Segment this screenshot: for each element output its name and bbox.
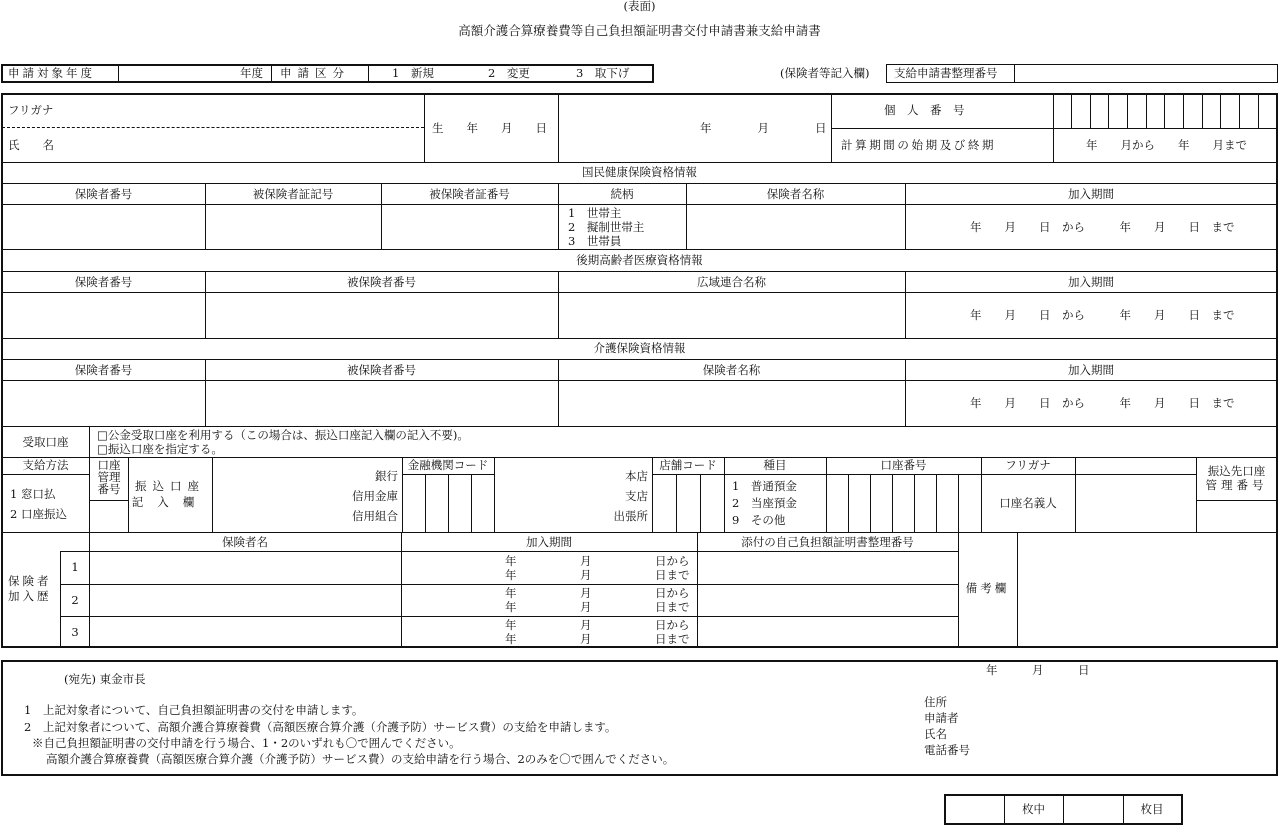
applicant-phone-label: 電話番号 — [924, 743, 970, 757]
insurer-note: (保険者等記入欄) — [780, 66, 870, 80]
payment-method-transfer[interactable]: 2 口座振込 — [10, 507, 67, 521]
kaigo-col-insurer-name: 保険者名称 — [702, 363, 761, 377]
kanri-label-3: 番号 — [97, 482, 121, 496]
history-year: 年 — [505, 586, 517, 600]
history-year: 年 — [505, 632, 517, 646]
application-date[interactable]: 年 月 日 — [986, 663, 1090, 677]
category-option-change[interactable]: 2 変更 — [488, 66, 530, 80]
koki-col-insured-no: 被保険者番号 — [347, 275, 416, 289]
kanri-label-1: 口座 — [97, 458, 121, 472]
total-pages-label: 枚中 — [1022, 802, 1045, 816]
account-kind-1[interactable]: 1 普通預金 — [732, 479, 797, 493]
page-number-label: 枚目 — [1140, 802, 1164, 816]
kokuho-card-no-input[interactable] — [383, 206, 556, 247]
remarks-input[interactable] — [1019, 535, 1276, 645]
total-pages-input[interactable] — [946, 796, 1003, 823]
furigana-input[interactable] — [80, 96, 420, 124]
relation-option-1[interactable]: 1 世帯主 — [568, 206, 622, 220]
transfer-account-option[interactable]: □振込口座を指定する。 — [97, 442, 223, 456]
relation-option-3[interactable]: 3 世帯員 — [568, 234, 622, 248]
page-number-input[interactable] — [1065, 796, 1122, 823]
history-cert-input[interactable] — [699, 618, 956, 645]
koki-col-insurer-no: 保険者番号 — [74, 275, 133, 289]
kaigo-title: 介護保険資格情報 — [593, 341, 686, 355]
account-furigana-input[interactable] — [1077, 459, 1195, 473]
payment-method-window[interactable]: 1 窓口払 — [10, 487, 56, 501]
history-cert-input[interactable] — [699, 553, 956, 582]
furikomi-label-1: 振込口座 — [135, 479, 205, 493]
kaigo-col-insurer-no: 保険者番号 — [74, 363, 133, 377]
account-holder-input[interactable] — [1077, 476, 1195, 531]
koki-period-value[interactable]: 年 月 日 から 年 月 日 まで — [970, 308, 1235, 322]
kokuho-title: 国民健康保険資格情報 — [582, 165, 697, 179]
target-year-label: 申請対象年度 — [8, 66, 95, 80]
koki-col-union-name: 広域連合名称 — [697, 275, 766, 289]
kokuho-insurer-no-input[interactable] — [3, 206, 203, 247]
bank-code-input[interactable] — [403, 476, 493, 531]
account-furigana-label: フリガナ — [1005, 458, 1051, 472]
history-from: 日から — [655, 618, 690, 632]
account-holder-label: 口座名義人 — [999, 496, 1057, 510]
history-insurer-name-input[interactable] — [91, 586, 399, 614]
history-row-number: 2 — [71, 593, 79, 607]
nendo-label: 年度 — [240, 66, 263, 80]
bank-type-2[interactable]: 信用金庫 — [352, 489, 398, 503]
koki-title: 後期高齢者医療資格情報 — [576, 253, 703, 267]
account-kind-2[interactable]: 2 当座預金 — [732, 496, 797, 510]
kokuho-col-period: 加入期間 — [1068, 187, 1114, 201]
koki-insured-no-input[interactable] — [207, 294, 556, 336]
branch-name-input[interactable] — [496, 460, 560, 530]
history-year: 年 — [505, 600, 517, 614]
history-to: 日まで — [655, 632, 690, 646]
kokuho-period-value[interactable]: 年 月 日 から 年 月 日 まで — [970, 220, 1235, 234]
kaigo-col-insured-no: 被保険者番号 — [347, 363, 416, 377]
branch-type-2[interactable]: 支店 — [625, 489, 648, 503]
history-row-number: 1 — [71, 560, 79, 574]
my-number-input[interactable] — [1054, 95, 1276, 127]
history-cert-input[interactable] — [699, 586, 956, 614]
form-side-label: (表面) — [623, 0, 656, 13]
history-insurer-name-input[interactable] — [91, 553, 399, 582]
applicant-address-label: 住所 — [924, 695, 947, 709]
history-to: 日まで — [655, 600, 690, 614]
kokuho-col-insurer-name: 保険者名称 — [766, 187, 825, 201]
my-number-label: 個 人 番 号 — [884, 103, 965, 117]
bank-name-input[interactable] — [214, 460, 299, 530]
account-number-input[interactable] — [827, 476, 980, 531]
koki-insurer-no-input[interactable] — [3, 294, 203, 336]
bank-code-label: 金融機関コード — [407, 458, 489, 472]
dob-value[interactable]: 年 月 日 — [700, 121, 827, 135]
applicant-info-input[interactable] — [980, 693, 1270, 759]
kokuho-col-insurer-no: 保険者番号 — [74, 187, 133, 201]
applicant-label: 申請者 — [924, 711, 959, 725]
addressee: (宛先) 東金市長 — [64, 672, 146, 686]
furigana-label: フリガナ — [8, 103, 54, 117]
kokuho-col-card-no: 被保険者証番号 — [429, 187, 510, 201]
payment-method-label: 支給方法 — [22, 458, 69, 472]
account-kind-label: 種目 — [763, 458, 787, 472]
history-month: 月 — [580, 586, 592, 600]
name-label: 氏 名 — [8, 138, 54, 152]
kaigo-insurer-no-input[interactable] — [3, 382, 203, 424]
history-col-cert-number: 添付の自己負担額証明書整理番号 — [741, 535, 914, 549]
public-account-option[interactable]: □公金受取口座を利用する（この場合は、振込口座記入欄の記入不要)。 — [97, 428, 469, 442]
history-col-insurer-name: 保険者名 — [222, 535, 268, 549]
dob-label: 生 年 月 日 — [432, 121, 547, 135]
furikomi-label-2: 記入欄 — [131, 495, 209, 509]
category-label: 申請区分 — [280, 66, 350, 80]
history-year: 年 — [505, 618, 517, 632]
period-value[interactable]: 年 月から 年 月まで — [1086, 138, 1247, 152]
remarks-label: 備考欄 — [965, 581, 1010, 595]
history-month: 月 — [580, 554, 592, 568]
kokuho-col-card-symbol: 被保険者証記号 — [252, 187, 334, 201]
statement-note-1: ※自己負担額証明書の交付申請を行う場合、1・2のいずれも〇で囲んでください。 — [32, 736, 461, 750]
kokuho-card-symbol-input[interactable] — [207, 206, 379, 247]
receive-account-label: 受取口座 — [22, 435, 69, 449]
kaigo-insured-no-input[interactable] — [207, 382, 556, 424]
history-year: 年 — [505, 568, 517, 582]
statement-line-2[interactable]: 2 上記対象者について、高額介護合算療養費（高額医療合算介護（介護予防）サービス費）の支給を申請します。 — [24, 720, 617, 734]
kanri-number-input[interactable] — [91, 502, 127, 530]
history-month: 月 — [580, 618, 592, 632]
history-month: 月 — [580, 632, 592, 646]
form-title: 高額介護合算療養費等自己負担額証明書交付申請書兼支給申請書 — [458, 23, 821, 38]
history-month: 月 — [580, 568, 592, 582]
dest-manage-label-2: 管理番号 — [1205, 478, 1268, 492]
account-number-label: 口座番号 — [880, 458, 927, 472]
statement-line-1[interactable]: 1 上記対象者について、自己負担額証明書の交付を申請します。 — [24, 703, 364, 717]
applicant-name-label: 氏名 — [924, 727, 947, 741]
koki-union-name-input[interactable] — [560, 294, 903, 336]
kaigo-insurer-name-input[interactable] — [560, 382, 903, 424]
manage-number-label: 支給申請書整理番号 — [894, 66, 998, 80]
dest-manage-input[interactable] — [1197, 502, 1276, 531]
history-to: 日まで — [655, 568, 690, 582]
history-year: 年 — [505, 554, 517, 568]
period-label: 計算期間の始期及び終期 — [841, 138, 997, 152]
kokuho-col-relation: 続柄 — [610, 187, 634, 201]
kanri-label-2: 管理 — [97, 470, 121, 484]
bank-type-3[interactable]: 信用組合 — [352, 509, 398, 523]
kaigo-period-value[interactable]: 年 月 日 から 年 月 日 まで — [970, 396, 1235, 410]
name-input[interactable] — [80, 130, 420, 158]
history-from: 日から — [655, 554, 690, 568]
koki-col-period: 加入期間 — [1068, 275, 1114, 289]
branch-type-3[interactable]: 出張所 — [613, 509, 648, 523]
account-kind-3[interactable]: 9 その他 — [732, 513, 786, 527]
branch-code-label: 店舗コード — [659, 458, 717, 472]
branch-type-1[interactable]: 本店 — [625, 469, 648, 483]
manage-number-input[interactable] — [1015, 65, 1277, 82]
dest-manage-label-1: 振込先口座 — [1207, 464, 1266, 478]
history-label-2: 加入歴 — [8, 589, 52, 603]
history-insurer-name-input[interactable] — [91, 618, 399, 645]
kaigo-col-period: 加入期間 — [1068, 363, 1114, 377]
relation-option-2[interactable]: 2 擬制世帯主 — [568, 220, 645, 234]
history-col-period: 加入期間 — [526, 535, 572, 549]
category-option-withdraw[interactable]: 3 取下げ — [576, 66, 630, 80]
branch-code-input[interactable] — [653, 476, 723, 531]
category-option-new[interactable]: 1 新規 — [392, 66, 434, 80]
bank-type-1[interactable]: 銀行 — [375, 469, 398, 483]
history-label-1: 保険者 — [8, 574, 52, 588]
kokuho-insurer-name-input[interactable] — [688, 206, 903, 247]
history-from: 日から — [655, 586, 690, 600]
history-month: 月 — [580, 600, 592, 614]
history-row-number: 3 — [71, 625, 79, 639]
statement-note-2: 高額介護合算療養費（高額医療合算介護（介護予防）サービス費）の支給申請を行う場合、2のみを〇で囲んでください。 — [46, 752, 675, 766]
